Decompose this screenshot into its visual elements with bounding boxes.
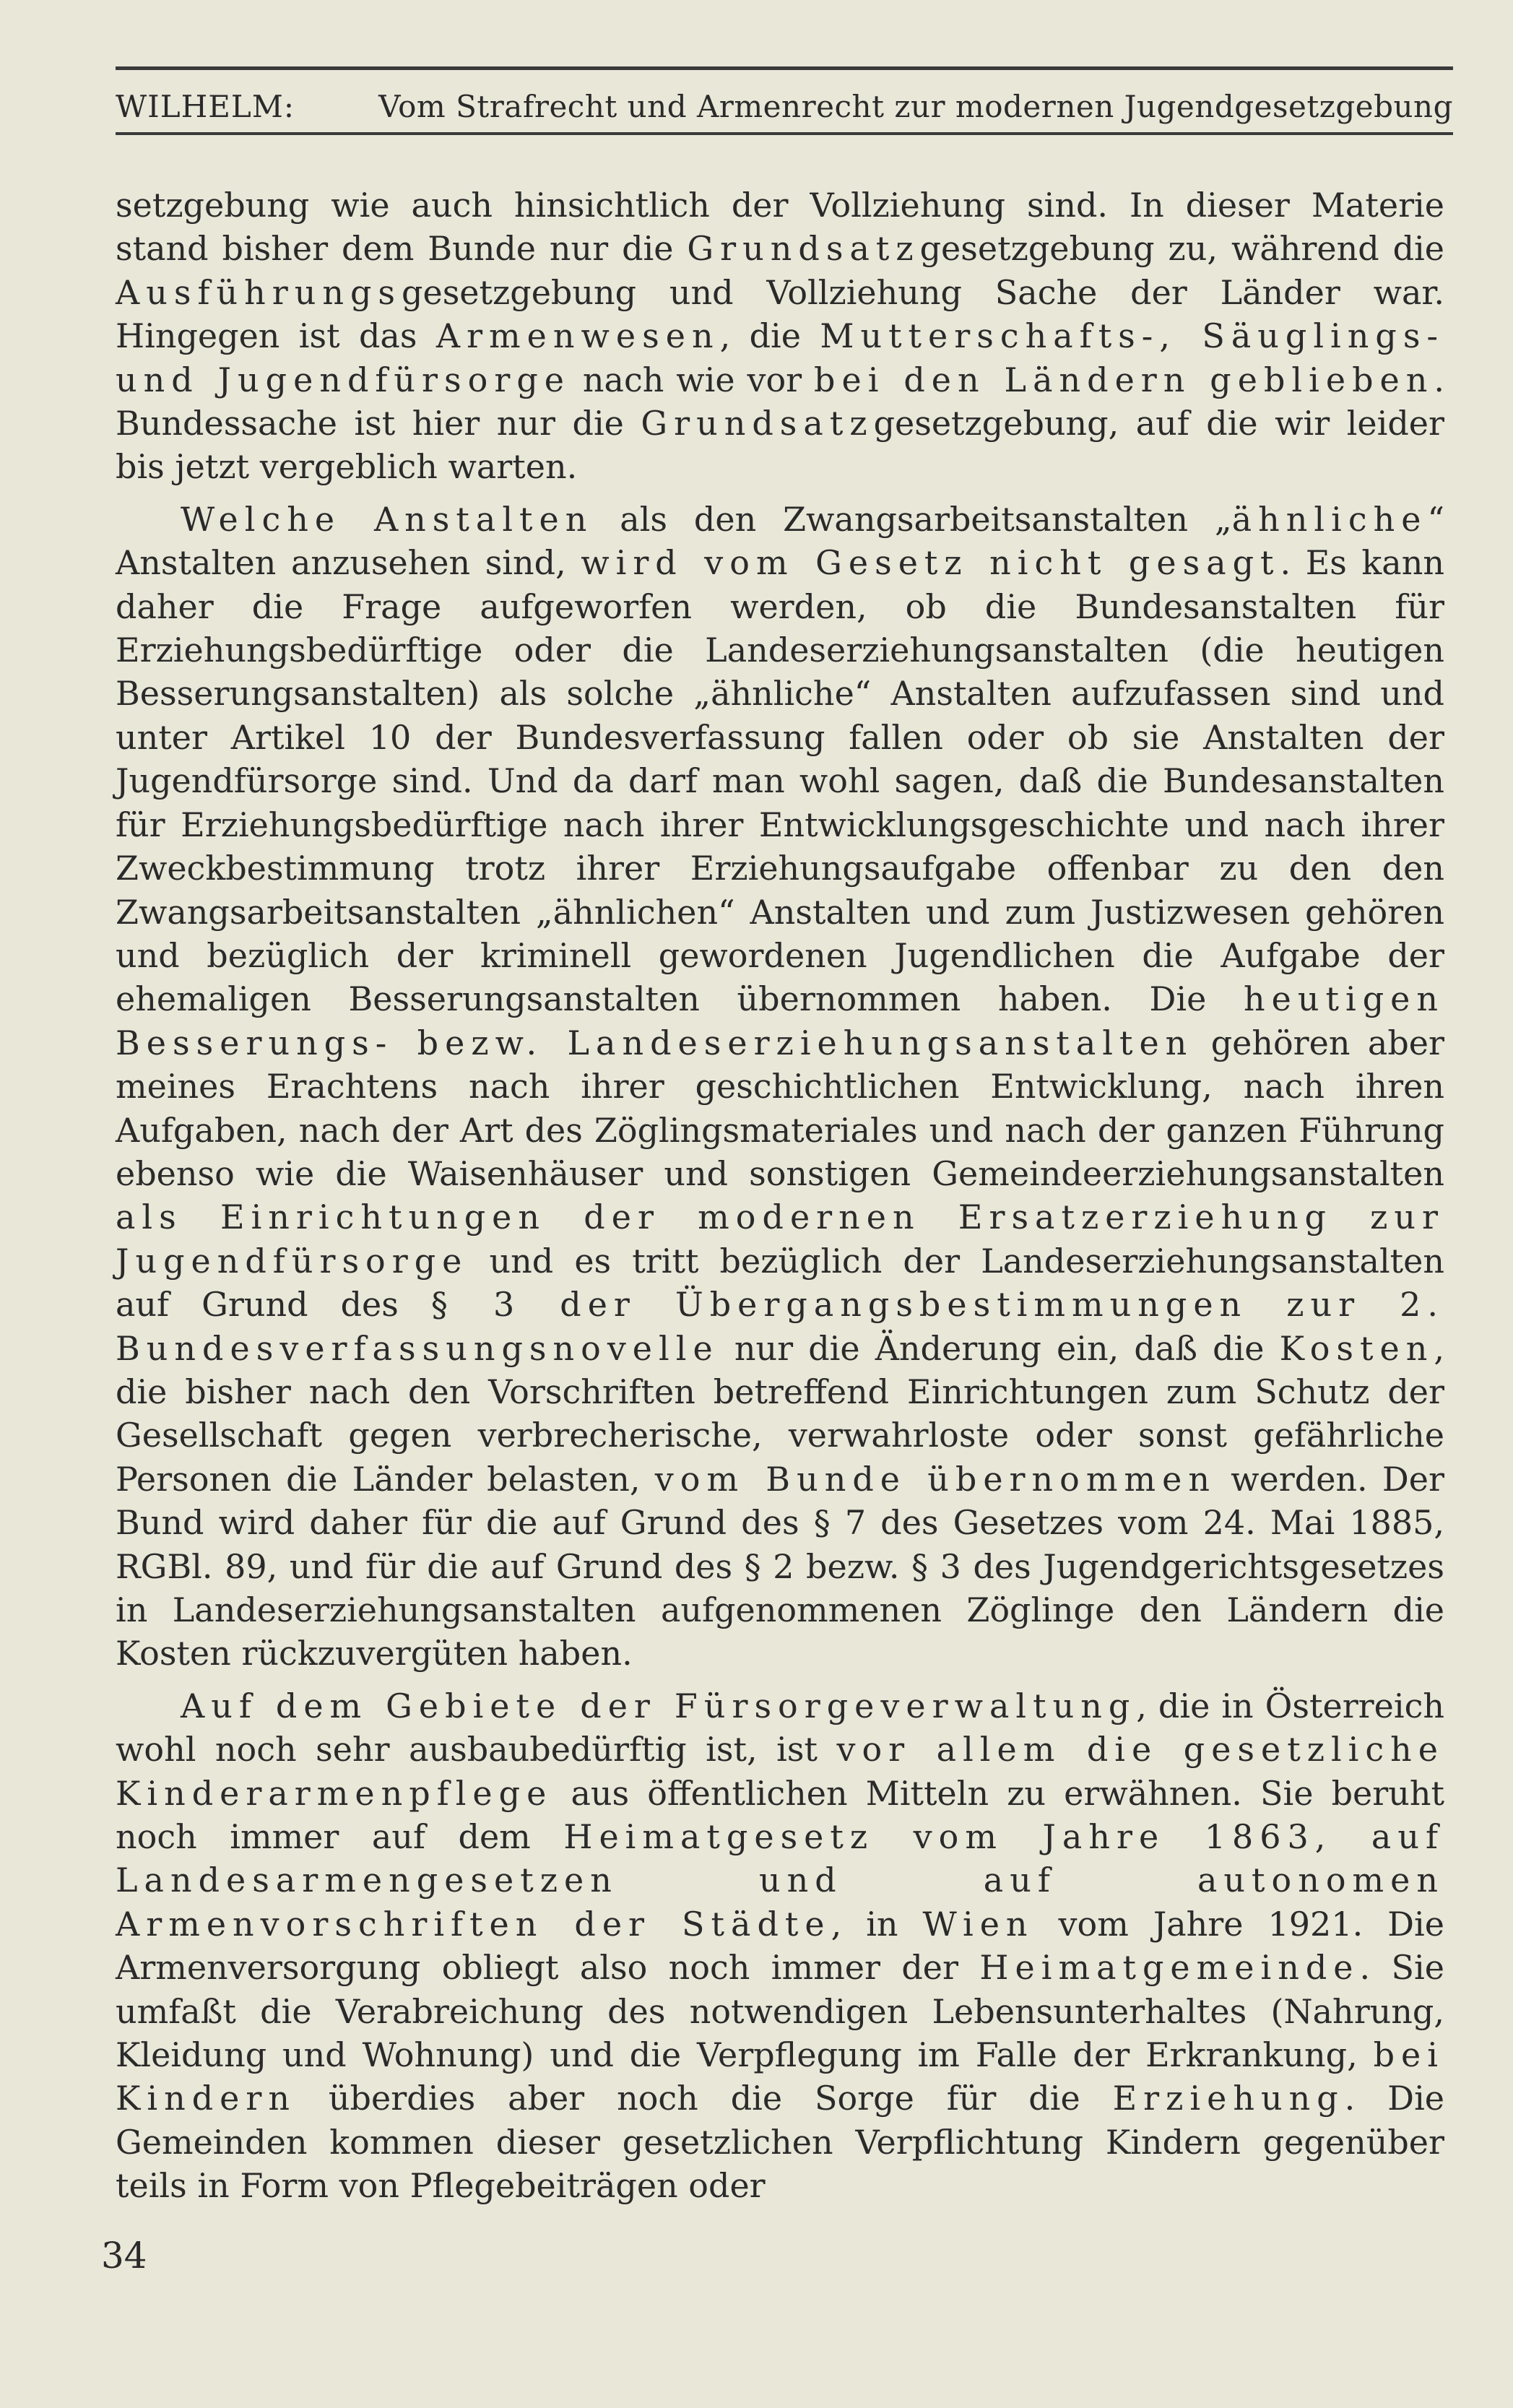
- text-run: vom Jahre 1921. Die Armenversorgung obliegt also noch immer der: [116, 1904, 1444, 1988]
- spaced-emphasis: Grundsatz: [687, 229, 920, 269]
- text-run: aus öffentlichen Mitteln zu erwähnen. Sie beruht noch immer auf dem: [116, 1773, 1444, 1857]
- spaced-emphasis: Ausführungs: [116, 272, 402, 312]
- text-run: gesetzgebung, auf die wir leider bis jetzt vergeblich warten.: [116, 404, 1444, 487]
- text-run: gesetzgebung und Vollziehung Sache der Länder war. Hingegen ist das: [116, 272, 1444, 356]
- text-run: werden. Der Bund wird daher für die auf Grund des § 7 des Gesetzes vom 24. Mai 1885, RGBl. 89, und für die auf Grund des § 2 bezw. § 3 des Jugendgerichtsgesetzes in Landeserziehungsanstalten aufgenommenen Zöglinge den Ländern die Kosten rückzuvergüten haben.: [116, 1459, 1444, 1673]
- spaced-emphasis: bei den Ländern geblieben: [814, 360, 1434, 399]
- text-run: setzgebung wie auch hinsichtlich der Vollziehung sind. In dieser Materie stand bisher dem Bunde nur die: [116, 186, 1444, 269]
- spaced-emphasis: bei Kindern: [116, 2035, 1444, 2118]
- paragraph-3: [116, 1684, 1444, 2208]
- running-header: [116, 66, 1453, 135]
- text-run: . Die Gemeinden kommen dieser gesetzlichen Verpflichtung Kindern gegenüber teils in Form von Pflegebeiträgen oder: [116, 2079, 1445, 2206]
- paragraph-2: [116, 498, 1444, 1676]
- page-number: 34: [101, 2235, 147, 2277]
- spaced-emphasis: Heimatgemeinde: [979, 1948, 1360, 1988]
- text-run: überdies aber noch die Sorge für die: [296, 2079, 1113, 2118]
- header-author: WILHELM:: [116, 89, 295, 124]
- spaced-emphasis: Grundsatz: [641, 404, 874, 443]
- spaced-emphasis: vom Bunde übernommen: [654, 1459, 1216, 1499]
- spaced-emphasis: ähnliche: [1231, 499, 1428, 539]
- spaced-emphasis: Kosten: [1279, 1328, 1434, 1368]
- header-text: [116, 70, 1453, 132]
- spaced-emphasis: Welche Anstalten: [181, 499, 594, 539]
- spaced-emphasis: Armenwesen: [435, 316, 720, 356]
- text-run: , die in Österreich wohl noch sehr ausbaubedürftig ist, ist: [116, 1686, 1444, 1770]
- paragraph-1: [116, 183, 1444, 489]
- text-run: “ Anstalten anzusehen sind,: [116, 499, 1444, 583]
- text-run: , die: [719, 316, 820, 356]
- text-run: . Es kann daher die Frage aufgeworfen werden, ob die Bundesanstalten für Erziehungsbedürftige oder die Landeserziehungsanstalten (die heutigen Besserungsanstalten) als solche „ähnliche“ Anstalten aufzufassen sind und unter Artikel 10 der Bundesverfassung fallen oder ob sie Anstalten der Jugendfürsorge sind. Und da darf man wohl sagen, daß die Bundesanstalten für Erziehungsbedürftige nach ihrer Entwicklungsgeschichte und nach ihrer Zweckbestimmung trotz ihrer Erziehungsaufgabe offenbar zu den den Zwangsarbeitsanstalten „ähnlichen“ Anstalten und zum Justizwesen gehören und bezüglich der kriminell gewordenen Jugendlichen die Aufgabe der ehemaligen Besserungsanstalten übernommen haben. Die: [116, 543, 1444, 1019]
- spaced-emphasis: als Einrichtungen der modernen Ersatzerziehung zur Jugendfürsorge: [116, 1197, 1444, 1281]
- text-run: , in: [831, 1904, 923, 1944]
- spaced-emphasis: vor allem die gesetzliche Kinderarmenpflege: [116, 1730, 1444, 1813]
- text-run: nach wie vor: [571, 360, 815, 399]
- header-title: Vom Strafrecht und Armenrecht zur modernen Jugendgesetzgebung: [378, 89, 1453, 124]
- text-run: . Bundessache ist hier nur die: [116, 360, 1444, 443]
- text-run: . Sie umfaßt die Verabreichung des notwendigen Lebensunterhaltes (Nahrung, Kleidung und Wohnung) und die Verpflegung im Falle der Erkrankung,: [116, 1948, 1444, 2075]
- text-run: nur die Änderung ein, daß die: [719, 1328, 1280, 1368]
- text-run: gesetzgebung zu, während die: [919, 229, 1444, 269]
- spaced-emphasis: wird vom Gesetz nicht gesagt: [581, 543, 1280, 583]
- spaced-emphasis: Heimatgesetz vom Jahre 1863, auf Landesarmengesetzen und auf autonomen Armenvorschriften der Städte: [116, 1817, 1444, 1944]
- spaced-emphasis: Auf dem Gebiete der Fürsorgeverwaltung: [181, 1686, 1137, 1725]
- spaced-emphasis: Mutterschafts-, Säuglings- und Jugendfürsorge: [116, 316, 1444, 399]
- text-run: und es tritt bezüglich der Landeserziehungsanstalten auf Grund des: [116, 1241, 1444, 1325]
- spaced-emphasis: § 3 der Übergangsbestimmungen zur 2. Bundesverfassungsnovelle: [116, 1285, 1444, 1368]
- text-run: , die bisher nach den Vorschriften betreffend Einrichtungen zum Schutz der Gesellschaft gegen verbrecherische, verwahrloste oder sonst gefährliche Personen die Länder belasten,: [116, 1328, 1444, 1499]
- text-run: gehören aber meines Erachtens nach ihrer geschichtlichen Entwicklung, nach ihren Aufgaben, nach der Art des Zöglingsmateriales und nach der ganzen Führung ebenso wie die Waisenhäuser und sonstigen Gemeindeerziehungsanstalten: [116, 1023, 1444, 1193]
- header-bottom-rule: [116, 132, 1453, 135]
- text-run: als den Zwangsarbeitsanstalten „: [593, 499, 1232, 539]
- body-text: [116, 183, 1444, 2208]
- spaced-emphasis: Wien: [922, 1904, 1034, 1944]
- spaced-emphasis: Erziehung: [1112, 2079, 1345, 2118]
- spaced-emphasis: heutigen Besserungs- bezw. Landeserziehungsanstalten: [116, 979, 1444, 1062]
